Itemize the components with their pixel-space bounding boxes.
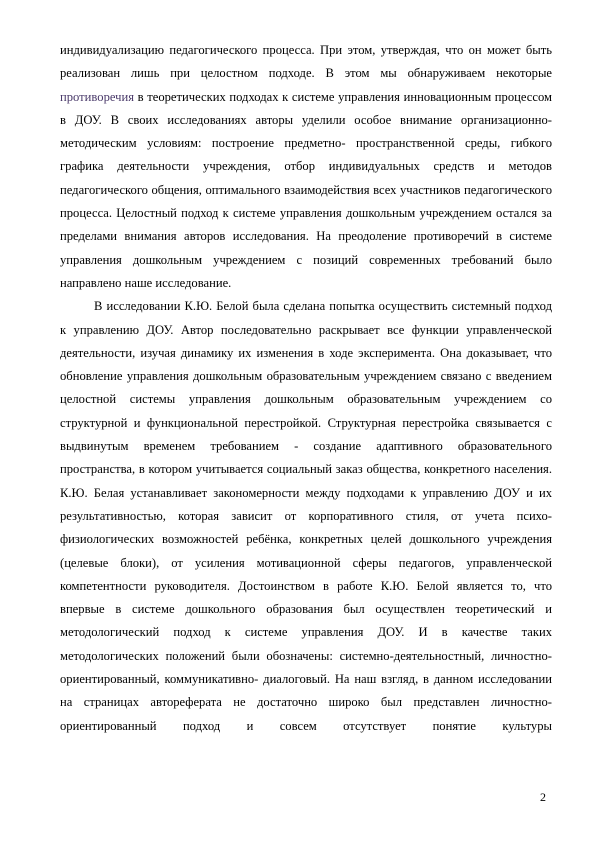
highlighted-word: противоречия xyxy=(60,89,135,104)
page-number: 2 xyxy=(540,790,546,804)
paragraph-1 xyxy=(60,39,552,295)
paragraph-1-part-1: индивидуализацию педагогического процесса. При этом, утверждая, что он может быть реализован лишь при целостном подходе. В этом мы обнаруживаем некоторые xyxy=(60,43,552,81)
paragraph-2: В исследовании К.Ю. Белой была сделана попытка осуществить системный подход к управлению ДОУ. Автор последовательно раскрывает все функции управленческой деятельности, изучая динамику их изменения в ходе эксперимента. Она доказывает, что обновление управления дошкольным образовательным учреждением связано с введением целостной системы управления дошкольным образовательным учреждением со структурной и функциональной перестройкой. Структурная перестройка связывается с выдвинутым временем требованием - создание адаптивного образовательного пространства, в котором учитывается социальный заказ общества, конкретного населения. К.Ю. Белая устанавливает закономерности между подходами к управлению ДОУ и их результативностью, которая зависит от корпоративного стиля, от учета психо-физиологических возможностей ребёнка, конкретных целей дошкольного учреждения (целевые блоки), от усиления мотивационной сферы педагогов, управленческой компетентности руководителя. Достоинством в работе К.Ю. Белой является то, что впервые в системе дошкольного образования был осуществлен теоретический и методологический подход к системе управления ДОУ. И в качестве таких методологических положений были обозначены: системно-деятельностный, личностно-ориентированный, коммуникативно- диалоговый. На наш взгляд, в данном исследовании на страницах автореферата не достаточно широко был представлен личностно-ориентированный подход и совсем отсутствует понятие культуры xyxy=(60,299,552,733)
text-body xyxy=(60,39,552,738)
paragraph-1-part-2: в теоретических подходах к системе управления инновационным процессом в ДОУ. В своих исследованиях авторы уделили особое внимание организационно-методическим условиям: построение предметно- пространственной среды, гибкого графика деятельности учреждения, отбор индивидуальных средств и методов педагогического общения, оптимального взаимодействия всех участников педагогического процесса. Целостный подход к системе управления дошкольным учреждением остался за пределами внимания авторов исследования. На преодоление противоречий в системе управления дошкольным учреждением с позиций современных требований было направлено наше исследование. xyxy=(60,89,552,290)
